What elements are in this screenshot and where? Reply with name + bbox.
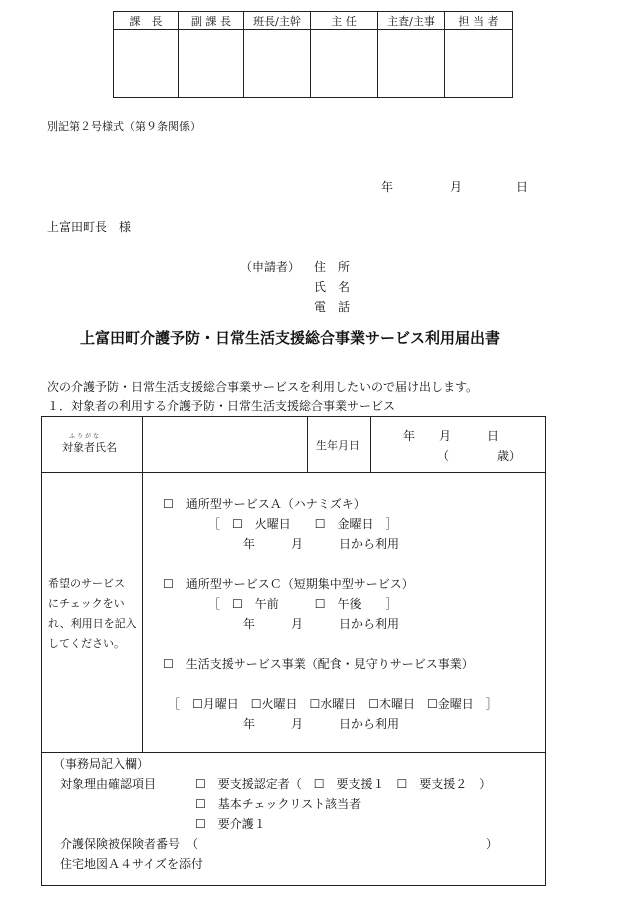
section-1-heading: １．対象者の利用する介護予防・日常生活支援総合事業サービス [47, 399, 396, 413]
service-c-start-date[interactable]: 年 月 日から利用 [243, 617, 400, 631]
reason-checklist-checkbox[interactable]: ☐ 基本チェックリスト該当者 [195, 797, 362, 811]
living-support-checkbox[interactable]: ☐ 生活支援サービス事業（配食・見守りサービス事業） [163, 657, 474, 671]
birthdate-label: 生年月日 [316, 439, 360, 452]
form-identifier: 別記第２号様式（第９条関係） [47, 120, 201, 133]
service-c-time-options[interactable]: ［ ☐ 午前 ☐ 午後 ］ [208, 597, 398, 611]
map-attachment-note: 住宅地図Ａ４サイズを添付 [60, 857, 204, 871]
hope-instruction-line-3: れ、利用日を記入 [48, 617, 137, 630]
stamp-box[interactable] [114, 30, 179, 98]
date-month-label: 月 [450, 180, 463, 194]
applicant-address-label: 住 所 [314, 260, 351, 274]
applicant-label: （申請者） [240, 260, 301, 274]
stamp-header-officer: 主査/主事 [378, 12, 445, 30]
stamp-header-deputy-chief: 副 課 長 [179, 12, 244, 30]
hope-instruction-line-1: 希望のサービス [48, 577, 125, 590]
insured-number-label: 介護保険被保険者番号 （ [60, 837, 199, 851]
addressee: 上富田町長 様 [47, 220, 132, 234]
stamp-box[interactable] [378, 30, 445, 98]
applicant-phone-label: 電 話 [314, 300, 351, 314]
name-ruby: ふりがな [69, 433, 102, 440]
stamp-header-staff: 担 当 者 [445, 12, 513, 30]
stamp-box[interactable] [445, 30, 513, 98]
stamp-box[interactable] [179, 30, 244, 98]
living-support-day-options[interactable]: ［ ☐月曜日 ☐火曜日 ☐水曜日 ☐木曜日 ☐金曜日 ］ [168, 697, 498, 711]
insured-number-close-paren: ） [486, 837, 499, 851]
reason-check-label: 対象理由確認項目 [60, 777, 157, 791]
stamp-box[interactable] [244, 30, 311, 98]
stamp-header-chief: 主 任 [311, 12, 378, 30]
stamp-header-section-chief: 課 長 [114, 12, 179, 30]
hope-instruction-line-2: にチェックをい [48, 597, 125, 610]
date-year-label: 年 [381, 180, 394, 194]
service-c-checkbox[interactable]: ☐ 通所型サービスＣ（短期集中型サービス） [163, 577, 414, 591]
insured-number-field[interactable] [222, 833, 482, 851]
age-field[interactable]: （ 歳） [437, 449, 522, 463]
service-a-start-date[interactable]: 年 月 日から利用 [243, 537, 400, 551]
intro-text: 次の介護予防・日常生活支援総合事業サービスを利用したいので届け出します。 [47, 380, 479, 394]
name-field[interactable] [146, 421, 303, 468]
approval-stamp-table [113, 11, 513, 98]
hope-instruction-line-4: してください。 [48, 637, 125, 650]
stamp-box[interactable] [311, 30, 378, 98]
reason-certified-checkbox[interactable]: ☐ 要支援認定者（ ☐ 要支援１ ☐ 要支援２ ） [195, 777, 492, 791]
reason-care-level-checkbox[interactable]: ☐ 要介護１ [195, 817, 266, 831]
date-day-label: 日 [516, 180, 529, 194]
name-label: 対象者氏名 [62, 441, 117, 454]
living-support-start-date[interactable]: 年 月 日から利用 [243, 717, 400, 731]
stamp-header-team-leader: 班長/主幹 [244, 12, 311, 30]
service-a-checkbox[interactable]: ☐ 通所型サービスＡ（ハナミズキ） [163, 497, 366, 511]
document-title: 上富田町介護予防・日常生活支援総合事業サービス利用届出書 [80, 329, 501, 347]
office-section-heading: （事務局記入欄） [53, 757, 150, 771]
birthdate-ymd[interactable]: 年 月 日 [403, 429, 500, 443]
service-form-table [41, 416, 546, 886]
service-a-day-options[interactable]: ［ ☐ 火曜日 ☐ 金曜日 ］ [208, 517, 398, 531]
applicant-name-label: 氏 名 [314, 280, 351, 294]
